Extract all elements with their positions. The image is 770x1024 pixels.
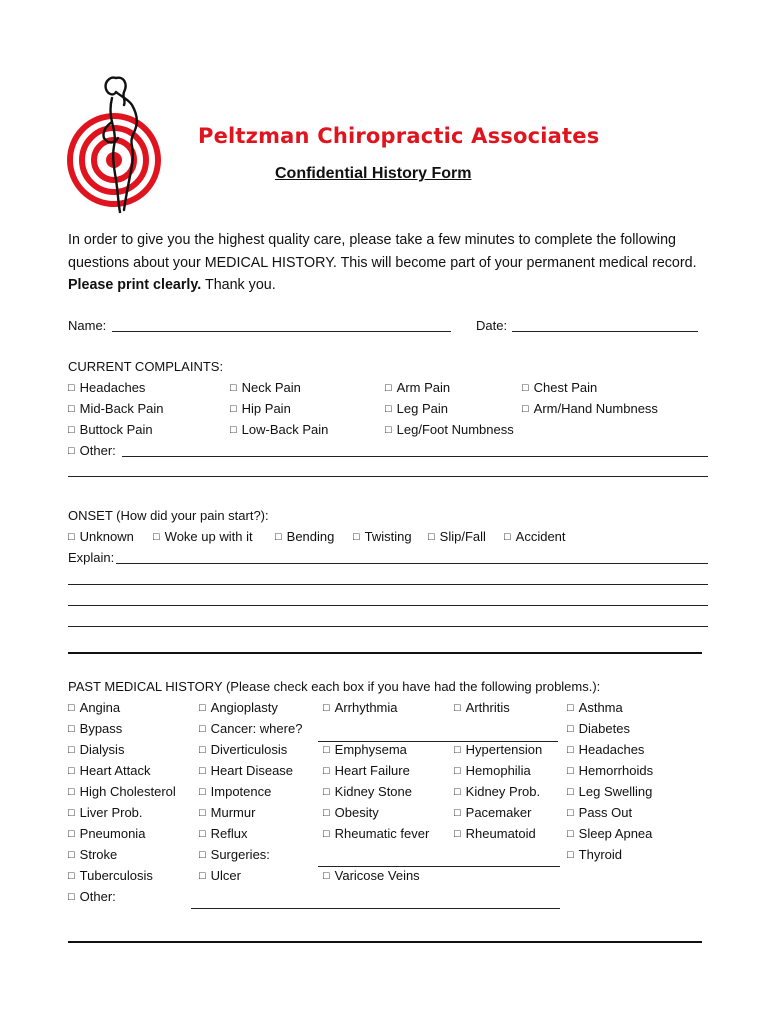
checkbox-asthma[interactable]: □ Asthma [567,700,623,715]
checkbox-hemorrhoids[interactable]: □ Hemorrhoids [567,763,653,778]
checkbox-dialysis[interactable]: □ Dialysis [68,742,124,757]
section-divider [68,652,702,654]
checkbox-headaches[interactable]: □ Headaches [68,380,145,395]
checkbox-rheumatoid[interactable]: □ Rheumatoid [454,826,536,841]
checkbox-other-history[interactable]: □ Other: [68,889,116,904]
checkbox-obesity[interactable]: □ Obesity [323,805,379,820]
medical-history-heading: PAST MEDICAL HISTORY (Please check each box if you have had the following problems.): [68,679,601,694]
checkbox-diverticulosis[interactable]: □ Diverticulosis [199,742,287,757]
checkbox-accident[interactable]: □ Accident [504,529,566,544]
checkbox-headaches-history[interactable]: □ Headaches [567,742,644,757]
checkbox-heart-attack[interactable]: □ Heart Attack [68,763,150,778]
checkbox-chest-pain[interactable]: □ Chest Pain [522,380,597,395]
checkbox-stroke[interactable]: □ Stroke [68,847,117,862]
checkbox-leg-swelling[interactable]: □ Leg Swelling [567,784,652,799]
checkbox-sleep-apnea[interactable]: □ Sleep Apnea [567,826,652,841]
checkbox-arrhythmia[interactable]: □ Arrhythmia [323,700,398,715]
name-label: Name: [68,318,107,333]
checkbox-surgeries[interactable]: □ Surgeries: [199,847,270,862]
name-field[interactable] [112,331,451,332]
checkbox-bending[interactable]: □ Bending [275,529,334,544]
intro-paragraph [68,229,728,297]
bottom-divider [68,941,702,943]
explain-field[interactable] [116,563,708,564]
checkbox-leg-pain[interactable]: □ Leg Pain [385,401,448,416]
intro-thanks: Thank you. [201,277,276,293]
checkbox-hypertension[interactable]: □ Hypertension [454,742,542,757]
checkbox-heart-disease[interactable]: □ Heart Disease [199,763,293,778]
checkbox-pacemaker[interactable]: □ Pacemaker [454,805,531,820]
company-name: Peltzman Chiropractic Associates [198,124,600,148]
surgeries-field[interactable] [318,866,560,867]
checkbox-mid-back-pain[interactable]: □ Mid-Back Pain [68,401,163,416]
explain-field-4[interactable] [68,626,708,627]
other-history-field[interactable] [191,908,560,909]
checkbox-emphysema[interactable]: □ Emphysema [323,742,407,757]
checkbox-diabetes[interactable]: □ Diabetes [567,721,630,736]
form-title: Confidential History Form [275,165,472,182]
checkbox-arm-pain[interactable]: □ Arm Pain [385,380,450,395]
onset-heading: ONSET (How did your pain start?): [68,508,269,523]
intro-emphasis: Please print clearly. [68,277,202,293]
checkbox-murmur[interactable]: □ Murmur [199,805,255,820]
checkbox-varicose-veins[interactable]: □ Varicose Veins [323,868,420,883]
checkbox-angina[interactable]: □ Angina [68,700,120,715]
checkbox-thyroid[interactable]: □ Thyroid [567,847,622,862]
checkbox-pass-out[interactable]: □ Pass Out [567,805,632,820]
intro-text: In order to give you the highest quality care, please take a few minutes to complete the following questions about your MEDICAL HISTORY. This will become part of your permanent medical record. [68,232,697,271]
checkbox-bypass[interactable]: □ Bypass [68,721,122,736]
explain-label: Explain: [68,550,115,565]
explain-field-3[interactable] [68,605,708,606]
checkbox-heart-failure[interactable]: □ Heart Failure [323,763,410,778]
checkbox-kidney-prob[interactable]: □ Kidney Prob. [454,784,540,799]
checkbox-cancer[interactable]: □ Cancer: where? [199,721,302,736]
checkbox-twisting[interactable]: □ Twisting [353,529,412,544]
checkbox-high-cholesterol[interactable]: □ High Cholesterol [68,784,176,799]
date-field[interactable] [512,331,698,332]
checkbox-arm-hand-numbness[interactable]: □ Arm/Hand Numbness [522,401,658,416]
checkbox-impotence[interactable]: □ Impotence [199,784,271,799]
checkbox-angioplasty[interactable]: □ Angioplasty [199,700,278,715]
checkbox-tuberculosis[interactable]: □ Tuberculosis [68,868,153,883]
checkbox-woke-up[interactable]: □ Woke up with it [153,529,253,544]
checkbox-hip-pain[interactable]: □ Hip Pain [230,401,291,416]
date-label: Date: [476,318,508,333]
checkbox-liver-prob[interactable]: □ Liver Prob. [68,805,143,820]
other-complaint-field-2[interactable] [68,476,708,477]
checkbox-slip-fall[interactable]: □ Slip/Fall [428,529,486,544]
checkbox-leg-foot-numbness[interactable]: □ Leg/Foot Numbness [385,422,514,437]
checkbox-unknown[interactable]: □ Unknown [68,529,134,544]
checkbox-reflux[interactable]: □ Reflux [199,826,248,841]
current-complaints-heading: CURRENT COMPLAINTS: [68,359,224,374]
checkbox-arthritis[interactable]: □ Arthritis [454,700,510,715]
explain-field-2[interactable] [68,584,708,585]
checkbox-ulcer[interactable]: □ Ulcer [199,868,241,883]
other-complaint-field[interactable] [122,456,708,457]
checkbox-buttock-pain[interactable]: □ Buttock Pain [68,422,153,437]
checkbox-low-back-pain[interactable]: □ Low-Back Pain [230,422,328,437]
checkbox-pneumonia[interactable]: □ Pneumonia [68,826,145,841]
checkbox-rheumatic-fever[interactable]: □ Rheumatic fever [323,826,429,841]
checkbox-other-complaint[interactable]: □ Other: [68,443,116,458]
checkbox-hemophilia[interactable]: □ Hemophilia [454,763,531,778]
checkbox-neck-pain[interactable]: □ Neck Pain [230,380,301,395]
spine-target-logo-icon [66,72,166,217]
checkbox-kidney-stone[interactable]: □ Kidney Stone [323,784,412,799]
